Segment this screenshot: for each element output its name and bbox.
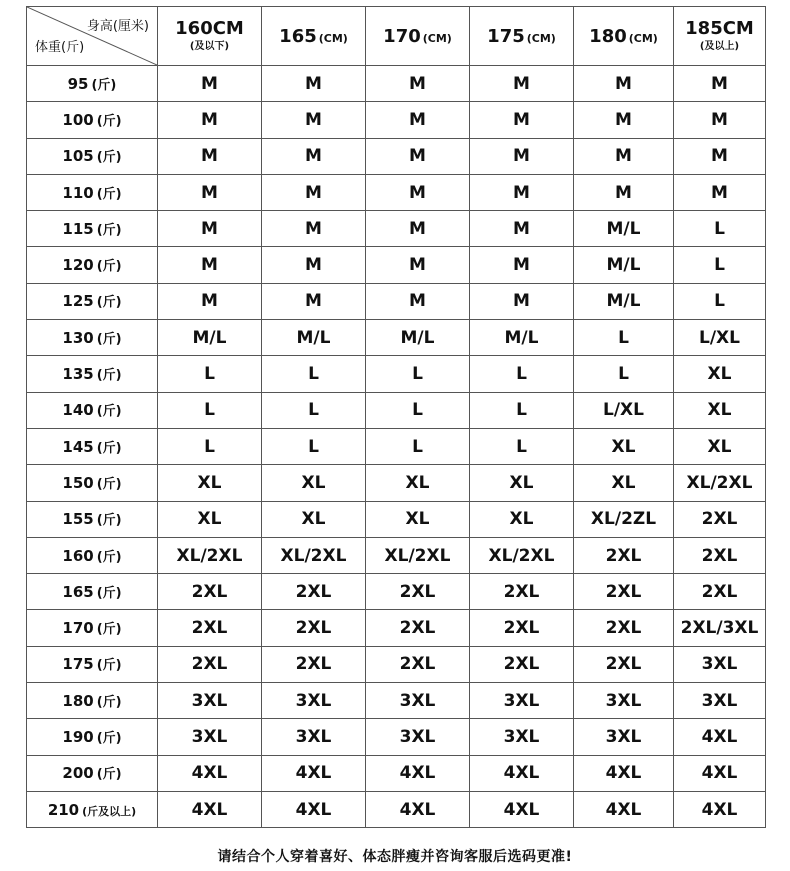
weight-cell bbox=[27, 610, 158, 646]
size-cell: M bbox=[470, 66, 574, 102]
weight-value: 145 bbox=[62, 437, 94, 456]
size-cell: 3XL bbox=[574, 683, 674, 719]
size-cell: 2XL bbox=[470, 646, 574, 682]
size-cell: M/L bbox=[574, 211, 674, 247]
size-cell: L/XL bbox=[574, 392, 674, 428]
size-cell: M bbox=[366, 211, 470, 247]
weight-unit: (斤) bbox=[96, 694, 122, 710]
size-cell: M bbox=[158, 283, 262, 319]
size-cell: 3XL bbox=[470, 719, 574, 755]
weight-unit: (斤) bbox=[96, 331, 122, 347]
table-row bbox=[27, 283, 766, 319]
size-cell: 2XL bbox=[262, 610, 366, 646]
weight-value: 155 bbox=[62, 510, 94, 529]
height-header-2 bbox=[366, 7, 470, 66]
size-cell: XL bbox=[470, 465, 574, 501]
size-cell: 4XL bbox=[674, 791, 766, 827]
table-row bbox=[27, 356, 766, 392]
size-cell: M bbox=[366, 247, 470, 283]
weight-value: 110 bbox=[62, 183, 94, 202]
size-cell: 2XL bbox=[366, 574, 470, 610]
table-header bbox=[27, 7, 766, 66]
weight-unit: (斤) bbox=[96, 259, 122, 275]
weight-unit: (斤) bbox=[96, 476, 122, 492]
size-cell: 2XL bbox=[574, 574, 674, 610]
size-cell: 4XL bbox=[158, 791, 262, 827]
height-header-3 bbox=[470, 7, 574, 66]
size-cell: 2XL bbox=[158, 610, 262, 646]
size-cell: 2XL bbox=[674, 501, 766, 537]
size-cell: 4XL bbox=[574, 755, 674, 791]
weight-value: 105 bbox=[62, 147, 94, 166]
weight-cell bbox=[27, 102, 158, 138]
size-cell: M bbox=[366, 102, 470, 138]
height-unit: (CM) bbox=[422, 31, 452, 45]
weight-unit: (斤) bbox=[96, 295, 122, 311]
size-cell: 3XL bbox=[674, 683, 766, 719]
size-cell: M bbox=[470, 283, 574, 319]
size-cell: XL bbox=[262, 465, 366, 501]
size-cell: 2XL bbox=[574, 646, 674, 682]
weight-value: 165 bbox=[62, 582, 94, 601]
size-cell: M bbox=[262, 138, 366, 174]
size-cell: 2XL bbox=[674, 537, 766, 573]
size-cell: XL bbox=[158, 465, 262, 501]
size-cell: XL bbox=[262, 501, 366, 537]
weight-unit: (斤) bbox=[96, 113, 122, 129]
corner-cell bbox=[27, 7, 158, 66]
size-cell: M bbox=[574, 174, 674, 210]
weight-cell bbox=[27, 465, 158, 501]
size-cell: 4XL bbox=[574, 791, 674, 827]
size-cell: M bbox=[262, 247, 366, 283]
height-header-1 bbox=[262, 7, 366, 66]
size-cell: XL/2ZL bbox=[574, 501, 674, 537]
size-cell: 3XL bbox=[262, 719, 366, 755]
size-cell: M bbox=[674, 66, 766, 102]
weight-unit: (斤) bbox=[96, 767, 122, 783]
size-cell: XL bbox=[366, 465, 470, 501]
weight-value: 180 bbox=[62, 691, 94, 710]
size-cell: M bbox=[366, 66, 470, 102]
size-cell: M bbox=[470, 174, 574, 210]
weight-unit: (斤) bbox=[96, 222, 122, 238]
table-row bbox=[27, 392, 766, 428]
size-cell: M bbox=[574, 102, 674, 138]
weight-cell bbox=[27, 719, 158, 755]
size-cell: M bbox=[158, 247, 262, 283]
weight-cell bbox=[27, 501, 158, 537]
table-row bbox=[27, 791, 766, 827]
table-row bbox=[27, 610, 766, 646]
size-cell: L bbox=[366, 392, 470, 428]
size-cell: 4XL bbox=[262, 791, 366, 827]
table-body bbox=[27, 66, 766, 828]
size-cell: M/L bbox=[158, 320, 262, 356]
size-cell: XL/2XL bbox=[674, 465, 766, 501]
size-cell: 2XL bbox=[158, 646, 262, 682]
weight-value: 160 bbox=[62, 546, 94, 565]
weight-value: 175 bbox=[62, 655, 94, 674]
table-row bbox=[27, 646, 766, 682]
size-cell: L bbox=[262, 392, 366, 428]
weight-cell bbox=[27, 356, 158, 392]
height-value: 175 bbox=[487, 25, 525, 47]
weight-cell bbox=[27, 247, 158, 283]
weight-value: 120 bbox=[62, 256, 94, 275]
weight-value: 115 bbox=[62, 219, 94, 238]
weight-cell bbox=[27, 683, 158, 719]
size-chart-table bbox=[26, 6, 766, 828]
height-unit: (CM) bbox=[318, 31, 348, 45]
table-row bbox=[27, 428, 766, 464]
size-cell: 2XL bbox=[262, 646, 366, 682]
weight-cell bbox=[27, 283, 158, 319]
weight-cell bbox=[27, 646, 158, 682]
size-cell: 2XL bbox=[366, 646, 470, 682]
footer-note: 请结合个人穿着喜好、体态胖瘦并咨询客服后选码更准! bbox=[217, 849, 573, 865]
table-row bbox=[27, 320, 766, 356]
size-cell: 2XL bbox=[574, 537, 674, 573]
weight-unit: (斤) bbox=[96, 658, 122, 674]
height-header-4 bbox=[574, 7, 674, 66]
size-cell: L bbox=[158, 356, 262, 392]
weight-value: 125 bbox=[62, 292, 94, 311]
weight-cell bbox=[27, 174, 158, 210]
weight-cell bbox=[27, 392, 158, 428]
size-cell: M bbox=[262, 211, 366, 247]
weight-value: 95 bbox=[67, 74, 89, 93]
weight-value: 150 bbox=[62, 473, 94, 492]
size-cell: L bbox=[470, 428, 574, 464]
size-cell: M bbox=[674, 102, 766, 138]
size-cell: 4XL bbox=[470, 791, 574, 827]
size-cell: XL bbox=[366, 501, 470, 537]
size-cell: 4XL bbox=[674, 755, 766, 791]
header-row bbox=[27, 7, 766, 66]
weight-axis-label: 体重(斤) bbox=[35, 40, 85, 55]
size-cell: M/L bbox=[574, 283, 674, 319]
size-cell: M bbox=[574, 138, 674, 174]
size-cell: M/L bbox=[366, 320, 470, 356]
weight-cell bbox=[27, 138, 158, 174]
size-cell: M bbox=[470, 138, 574, 174]
size-cell: 3XL bbox=[158, 719, 262, 755]
size-cell: 4XL bbox=[674, 719, 766, 755]
size-cell: XL/2XL bbox=[366, 537, 470, 573]
size-cell: 2XL bbox=[366, 610, 470, 646]
size-cell: XL bbox=[158, 501, 262, 537]
size-cell: M bbox=[674, 174, 766, 210]
height-value: 160CM bbox=[175, 18, 244, 39]
size-cell: M/L bbox=[574, 247, 674, 283]
size-cell: 3XL bbox=[574, 719, 674, 755]
weight-unit: (斤) bbox=[96, 404, 122, 420]
size-cell: 4XL bbox=[366, 791, 470, 827]
table-row bbox=[27, 138, 766, 174]
size-cell: M bbox=[470, 211, 574, 247]
table-row bbox=[27, 247, 766, 283]
size-cell: L bbox=[158, 392, 262, 428]
weight-value: 140 bbox=[62, 401, 94, 420]
weight-value: 200 bbox=[62, 764, 94, 783]
weight-unit: (斤) bbox=[96, 730, 122, 746]
weight-unit: (斤) bbox=[96, 186, 122, 202]
size-cell: M/L bbox=[262, 320, 366, 356]
size-cell: L bbox=[574, 356, 674, 392]
size-cell: 4XL bbox=[158, 755, 262, 791]
weight-value: 190 bbox=[62, 727, 94, 746]
size-cell: M bbox=[262, 283, 366, 319]
size-cell: L bbox=[366, 428, 470, 464]
size-cell: 4XL bbox=[262, 755, 366, 791]
size-cell: XL/2XL bbox=[262, 537, 366, 573]
size-cell: XL bbox=[574, 465, 674, 501]
table-row bbox=[27, 66, 766, 102]
weight-unit: (斤) bbox=[96, 513, 122, 529]
size-cell: L bbox=[674, 211, 766, 247]
size-cell: 3XL bbox=[158, 683, 262, 719]
size-cell: M bbox=[262, 174, 366, 210]
size-cell: M bbox=[262, 102, 366, 138]
size-cell: XL bbox=[674, 392, 766, 428]
size-cell: L bbox=[470, 356, 574, 392]
size-cell: 4XL bbox=[366, 755, 470, 791]
size-cell: 3XL bbox=[262, 683, 366, 719]
weight-unit: (斤) bbox=[96, 440, 122, 456]
table-row bbox=[27, 683, 766, 719]
size-cell: M bbox=[158, 138, 262, 174]
weight-value: 100 bbox=[62, 110, 94, 129]
size-cell: M bbox=[366, 138, 470, 174]
size-cell: L bbox=[262, 356, 366, 392]
weight-unit: (斤) bbox=[96, 368, 122, 384]
size-cell: L bbox=[158, 428, 262, 464]
height-axis-label: 身高(厘米) bbox=[86, 19, 149, 34]
height-unit: (CM) bbox=[526, 31, 556, 45]
size-cell: M/L bbox=[470, 320, 574, 356]
size-cell: M bbox=[674, 138, 766, 174]
size-cell: M bbox=[158, 102, 262, 138]
size-cell: 2XL bbox=[158, 574, 262, 610]
table-row bbox=[27, 719, 766, 755]
size-cell: XL/2XL bbox=[158, 537, 262, 573]
size-cell: L bbox=[262, 428, 366, 464]
size-cell: 2XL bbox=[574, 610, 674, 646]
size-cell: 3XL bbox=[674, 646, 766, 682]
size-cell: XL bbox=[470, 501, 574, 537]
weight-unit: (斤) bbox=[96, 549, 122, 565]
weight-cell bbox=[27, 211, 158, 247]
weight-value: 135 bbox=[62, 365, 94, 384]
height-qualifier: (及以上) bbox=[699, 41, 740, 52]
table-row bbox=[27, 102, 766, 138]
height-value: 180 bbox=[589, 25, 627, 47]
size-cell: M bbox=[262, 66, 366, 102]
weight-unit: (斤) bbox=[91, 77, 117, 93]
weight-cell bbox=[27, 574, 158, 610]
size-cell: 2XL bbox=[470, 610, 574, 646]
size-cell: 4XL bbox=[470, 755, 574, 791]
weight-unit: (斤) bbox=[96, 585, 122, 601]
size-cell: XL/2XL bbox=[470, 537, 574, 573]
table-row bbox=[27, 537, 766, 573]
size-cell: L/XL bbox=[674, 320, 766, 356]
size-cell: XL bbox=[674, 356, 766, 392]
size-cell: 3XL bbox=[366, 683, 470, 719]
size-cell: M bbox=[574, 66, 674, 102]
table-row bbox=[27, 465, 766, 501]
size-cell: 2XL bbox=[470, 574, 574, 610]
table-row bbox=[27, 755, 766, 791]
weight-cell bbox=[27, 66, 158, 102]
size-cell: 2XL bbox=[262, 574, 366, 610]
weight-cell bbox=[27, 791, 158, 827]
height-value: 185CM bbox=[685, 18, 754, 39]
size-cell: M bbox=[366, 174, 470, 210]
size-cell: XL bbox=[574, 428, 674, 464]
size-cell: M bbox=[158, 174, 262, 210]
weight-value: 210 bbox=[47, 800, 80, 819]
weight-unit: (斤) bbox=[96, 150, 122, 166]
height-header-5 bbox=[674, 7, 766, 66]
height-value: 165 bbox=[279, 25, 317, 47]
size-cell: 2XL/3XL bbox=[674, 610, 766, 646]
size-cell: L bbox=[470, 392, 574, 428]
weight-cell bbox=[27, 428, 158, 464]
size-cell: M bbox=[470, 102, 574, 138]
weight-cell bbox=[27, 537, 158, 573]
size-cell: L bbox=[366, 356, 470, 392]
size-cell: 2XL bbox=[674, 574, 766, 610]
table-row bbox=[27, 501, 766, 537]
size-cell: M bbox=[158, 66, 262, 102]
height-value: 170 bbox=[383, 25, 421, 47]
size-cell: 3XL bbox=[366, 719, 470, 755]
size-cell: 3XL bbox=[470, 683, 574, 719]
table-row bbox=[27, 174, 766, 210]
size-cell: L bbox=[574, 320, 674, 356]
size-cell: M bbox=[366, 283, 470, 319]
weight-unit: (斤) bbox=[96, 622, 122, 638]
table-row bbox=[27, 574, 766, 610]
table-row bbox=[27, 211, 766, 247]
weight-cell bbox=[27, 320, 158, 356]
weight-value: 170 bbox=[62, 619, 94, 638]
weight-cell bbox=[27, 755, 158, 791]
size-cell: M bbox=[158, 211, 262, 247]
weight-value: 130 bbox=[62, 328, 94, 347]
size-cell: XL bbox=[674, 428, 766, 464]
size-cell: L bbox=[674, 283, 766, 319]
weight-unit: (斤及以上) bbox=[82, 804, 137, 818]
size-cell: L bbox=[674, 247, 766, 283]
size-cell: M bbox=[470, 247, 574, 283]
height-header-0 bbox=[158, 7, 262, 66]
height-qualifier: (及以下) bbox=[189, 41, 230, 52]
height-unit: (CM) bbox=[628, 31, 658, 45]
